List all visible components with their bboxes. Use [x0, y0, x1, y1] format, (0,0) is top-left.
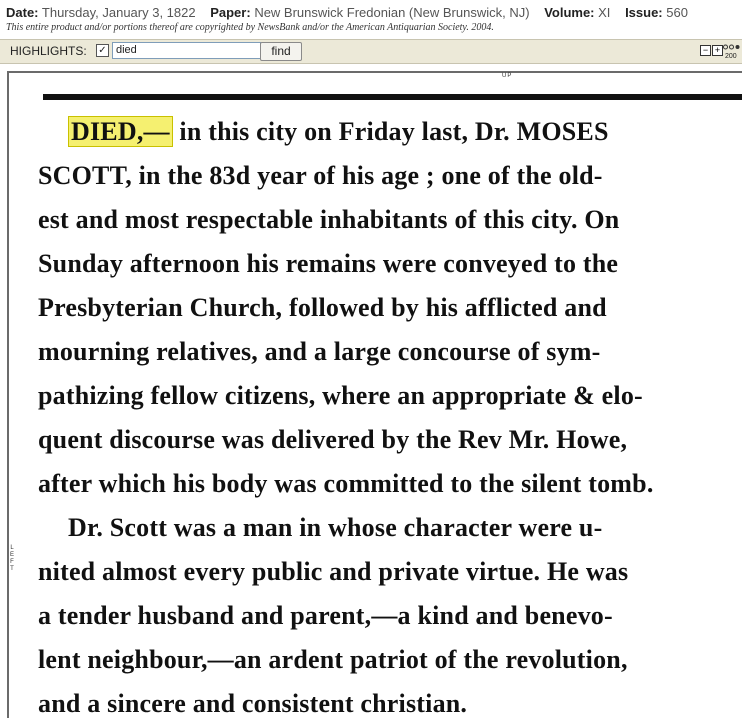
issue-value: 560 [666, 5, 688, 20]
zoom-out-button[interactable]: − [700, 45, 711, 56]
date-label: Date: [6, 5, 39, 20]
page-frame [7, 71, 742, 718]
article-line-3: est and most respectable inhabitants of this city. On [38, 205, 620, 234]
paper-value: New Brunswick Fredonian (New Brunswick, NJ) [254, 5, 530, 20]
article-line-4: Sunday afternoon his remains were conveyed to the [38, 249, 619, 278]
issue-label: Issue: [625, 5, 663, 20]
article-line-2: SCOTT, in the 83d year of his age ; one of the old- [38, 161, 603, 190]
volume-value: XI [598, 5, 611, 20]
zoom-control [697, 40, 742, 66]
volume-label: Volume: [544, 5, 595, 20]
find-button[interactable]: find [260, 42, 302, 61]
pan-left-button[interactable]: L E F T [9, 545, 14, 572]
search-highlight: DIED,— [68, 116, 173, 147]
article-line-text: in this city on Friday last, Dr. MOSES [179, 117, 609, 146]
highlight-toolbar [0, 39, 742, 64]
copyright-notice: This entire product and/or portions thereof are copyrighted by NewsBank and/or the American Antiquarian Society. 2004. [6, 22, 494, 33]
zoom-level-label: 200 [725, 53, 737, 60]
article-line-9: after which his body was committed to the silent tomb. [38, 469, 654, 498]
column-rule [43, 94, 742, 100]
document-viewer [0, 66, 742, 716]
article-line-10: Dr. Scott was a man in whose character were u- [68, 513, 603, 542]
article-line-14: and a sincere and consistent christian. [38, 689, 468, 718]
newspaper-scan [33, 87, 742, 727]
article-line-13: lent neighbour,—an ardent patriot of the revolution, [38, 645, 628, 674]
paper-label: Paper: [210, 5, 251, 20]
article-line-6: mourning relatives, and a large concourse of sym- [38, 337, 601, 366]
date-value: Thursday, January 3, 1822 [41, 5, 196, 20]
zoom-in-button[interactable]: + [712, 45, 723, 56]
highlight-search-input[interactable] [112, 42, 261, 59]
zoom-level-icon[interactable] [723, 43, 740, 51]
pan-up-button[interactable]: UP [502, 73, 513, 79]
article-line-11: nited almost every public and private virtue. He was [38, 557, 629, 586]
highlights-label: HIGHLIGHTS: [10, 44, 87, 58]
article-line-7: pathizing fellow citizens, where an appropriate & elo- [38, 381, 643, 410]
article-line-12: a tender husband and parent,—a kind and benevo- [38, 601, 613, 630]
article-line-5: Presbyterian Church, followed by his afflicted and [38, 293, 607, 322]
document-info-line [6, 5, 699, 20]
article-line-8: quent discourse was delivered by the Rev Mr. Howe, [38, 425, 628, 454]
article-line-1 [68, 117, 609, 147]
document-info-header [0, 0, 742, 37]
highlights-checkbox[interactable]: ✓ [96, 44, 109, 57]
